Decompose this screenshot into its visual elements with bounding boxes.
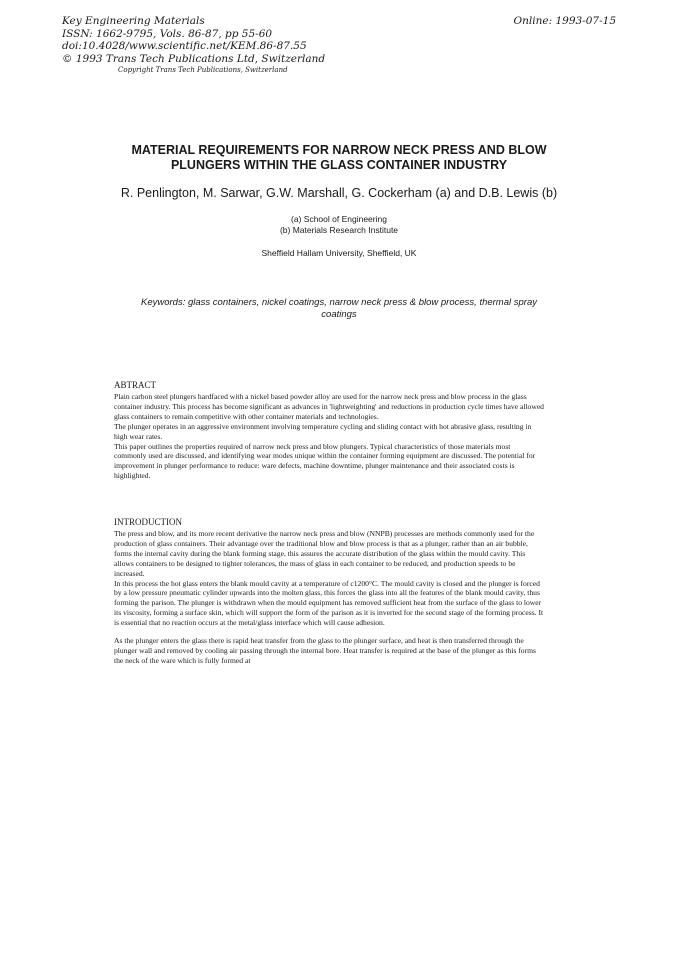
university-line: Sheffield Hallam University, Sheffield, UK (261, 248, 417, 258)
affiliation-b: (b) Materials Research Institute (279, 225, 399, 235)
journal-header (62, 15, 325, 65)
introduction-paragraph: The press and blow, and its more recent derivative the narrow neck press and blow (NNPB) processes are methods commonly used for the production of glass containers. Their advantage over the traditional blow and blow process is that as a plunger, rather than an air bubble, forms the internal cavity during the blank forming stage, this assures the accurate distribution of the glass within the mould cavity. This allows containers to be designed to tighter tolerances, the mass of glass in each container to be reduced, and production speeds to be increased. (114, 529, 535, 578)
keywords: Keywords: glass containers, nickel coatings, narrow neck press & blow process, thermal spray coatings (140, 297, 537, 320)
publisher-line: © 1993 Trans Tech Publications Ltd, Switzerland (62, 52, 326, 65)
issn-line: ISSN: 1662-9795, Vols. 86-87, pp 55-60 (62, 27, 273, 40)
online-date: Online: 1993-07-15 (513, 15, 616, 27)
copyright-notice: Copyright Trans Tech Publications, Switzerland (118, 66, 288, 74)
doi-line: doi:10.4028/www.scientific.net/KEM.86-87.55 (62, 40, 307, 52)
introduction-paragraph: As the plunger enters the glass there is rapid heat transfer from the glass to the plunger surface, and heat is then transferred through the plunger wall and removed by cooling air passing through the internal bore. Heat transfer is required at the base of the plunger as this forms the neck of the ware which is fully formed at (114, 636, 536, 665)
abstract-paragraph: Plain carbon steel plungers hardfaced with a nickel based powder alloy are used for the narrow neck press and blow process in the glass container industry. This process has become significant as advances in 'lightweighting' and reductions in production cycle times have allowed glass containers to remain competitive with other container materials and technologies. (114, 392, 544, 421)
introduction-paragraph: In this process the hot glass enters the blank mould cavity at a temperature of c1200°C. The mould cavity is closed and the plunger is forced by a low pressure pneumatic cylinder upwards into the molten glass, this forces the glass into all the features of the blank mould cavity, thus forming the parison. The plunger is withdrawn when the mould equipment has removed sufficient heat from the surface of the glass to lower its viscosity, forming a surface skin, which will support the form of the parison as it is inverted for the second stage of the forming process. It is essential that no reaction occurs at the metal/glass interface which will cause adhesion. (114, 578, 544, 628)
abstract-paragraph: This paper outlines the properties required of narrow neck press and blow plungers. Typical characteristics of those materials most commonly used are discussed, and identifying wear modes unique within the container forming equipment are discussed. The potential for improvement in plunger performance to reduce: ware defects, machine downtime, plunger maintenance and their associated costs is highlighted. (114, 441, 536, 481)
abstract-section (114, 380, 544, 481)
abstract-paragraph: The plunger operates in an aggressive environment involving temperature cycling and sliding contact with hot abrasive glass, resulting in high wear rates. (114, 421, 532, 441)
introduction-heading: INTRODUCTION (114, 517, 182, 527)
journal-name: Key Engineering Materials (62, 15, 205, 27)
paper-title: MATERIAL REQUIREMENTS FOR NARROW NECK PRESS AND BLOW PLUNGERS WITHIN THE GLASS CONTAINER INDUSTRY (131, 143, 547, 172)
abstract-heading: ABTRACT (114, 380, 157, 390)
author-list: R. Penlington, M. Sarwar, G.W. Marshall, G. Cockerham (a) and D.B. Lewis (b) (120, 186, 558, 200)
affiliation-a: (a) School of Engineering (291, 214, 387, 224)
introduction-section (114, 517, 544, 666)
